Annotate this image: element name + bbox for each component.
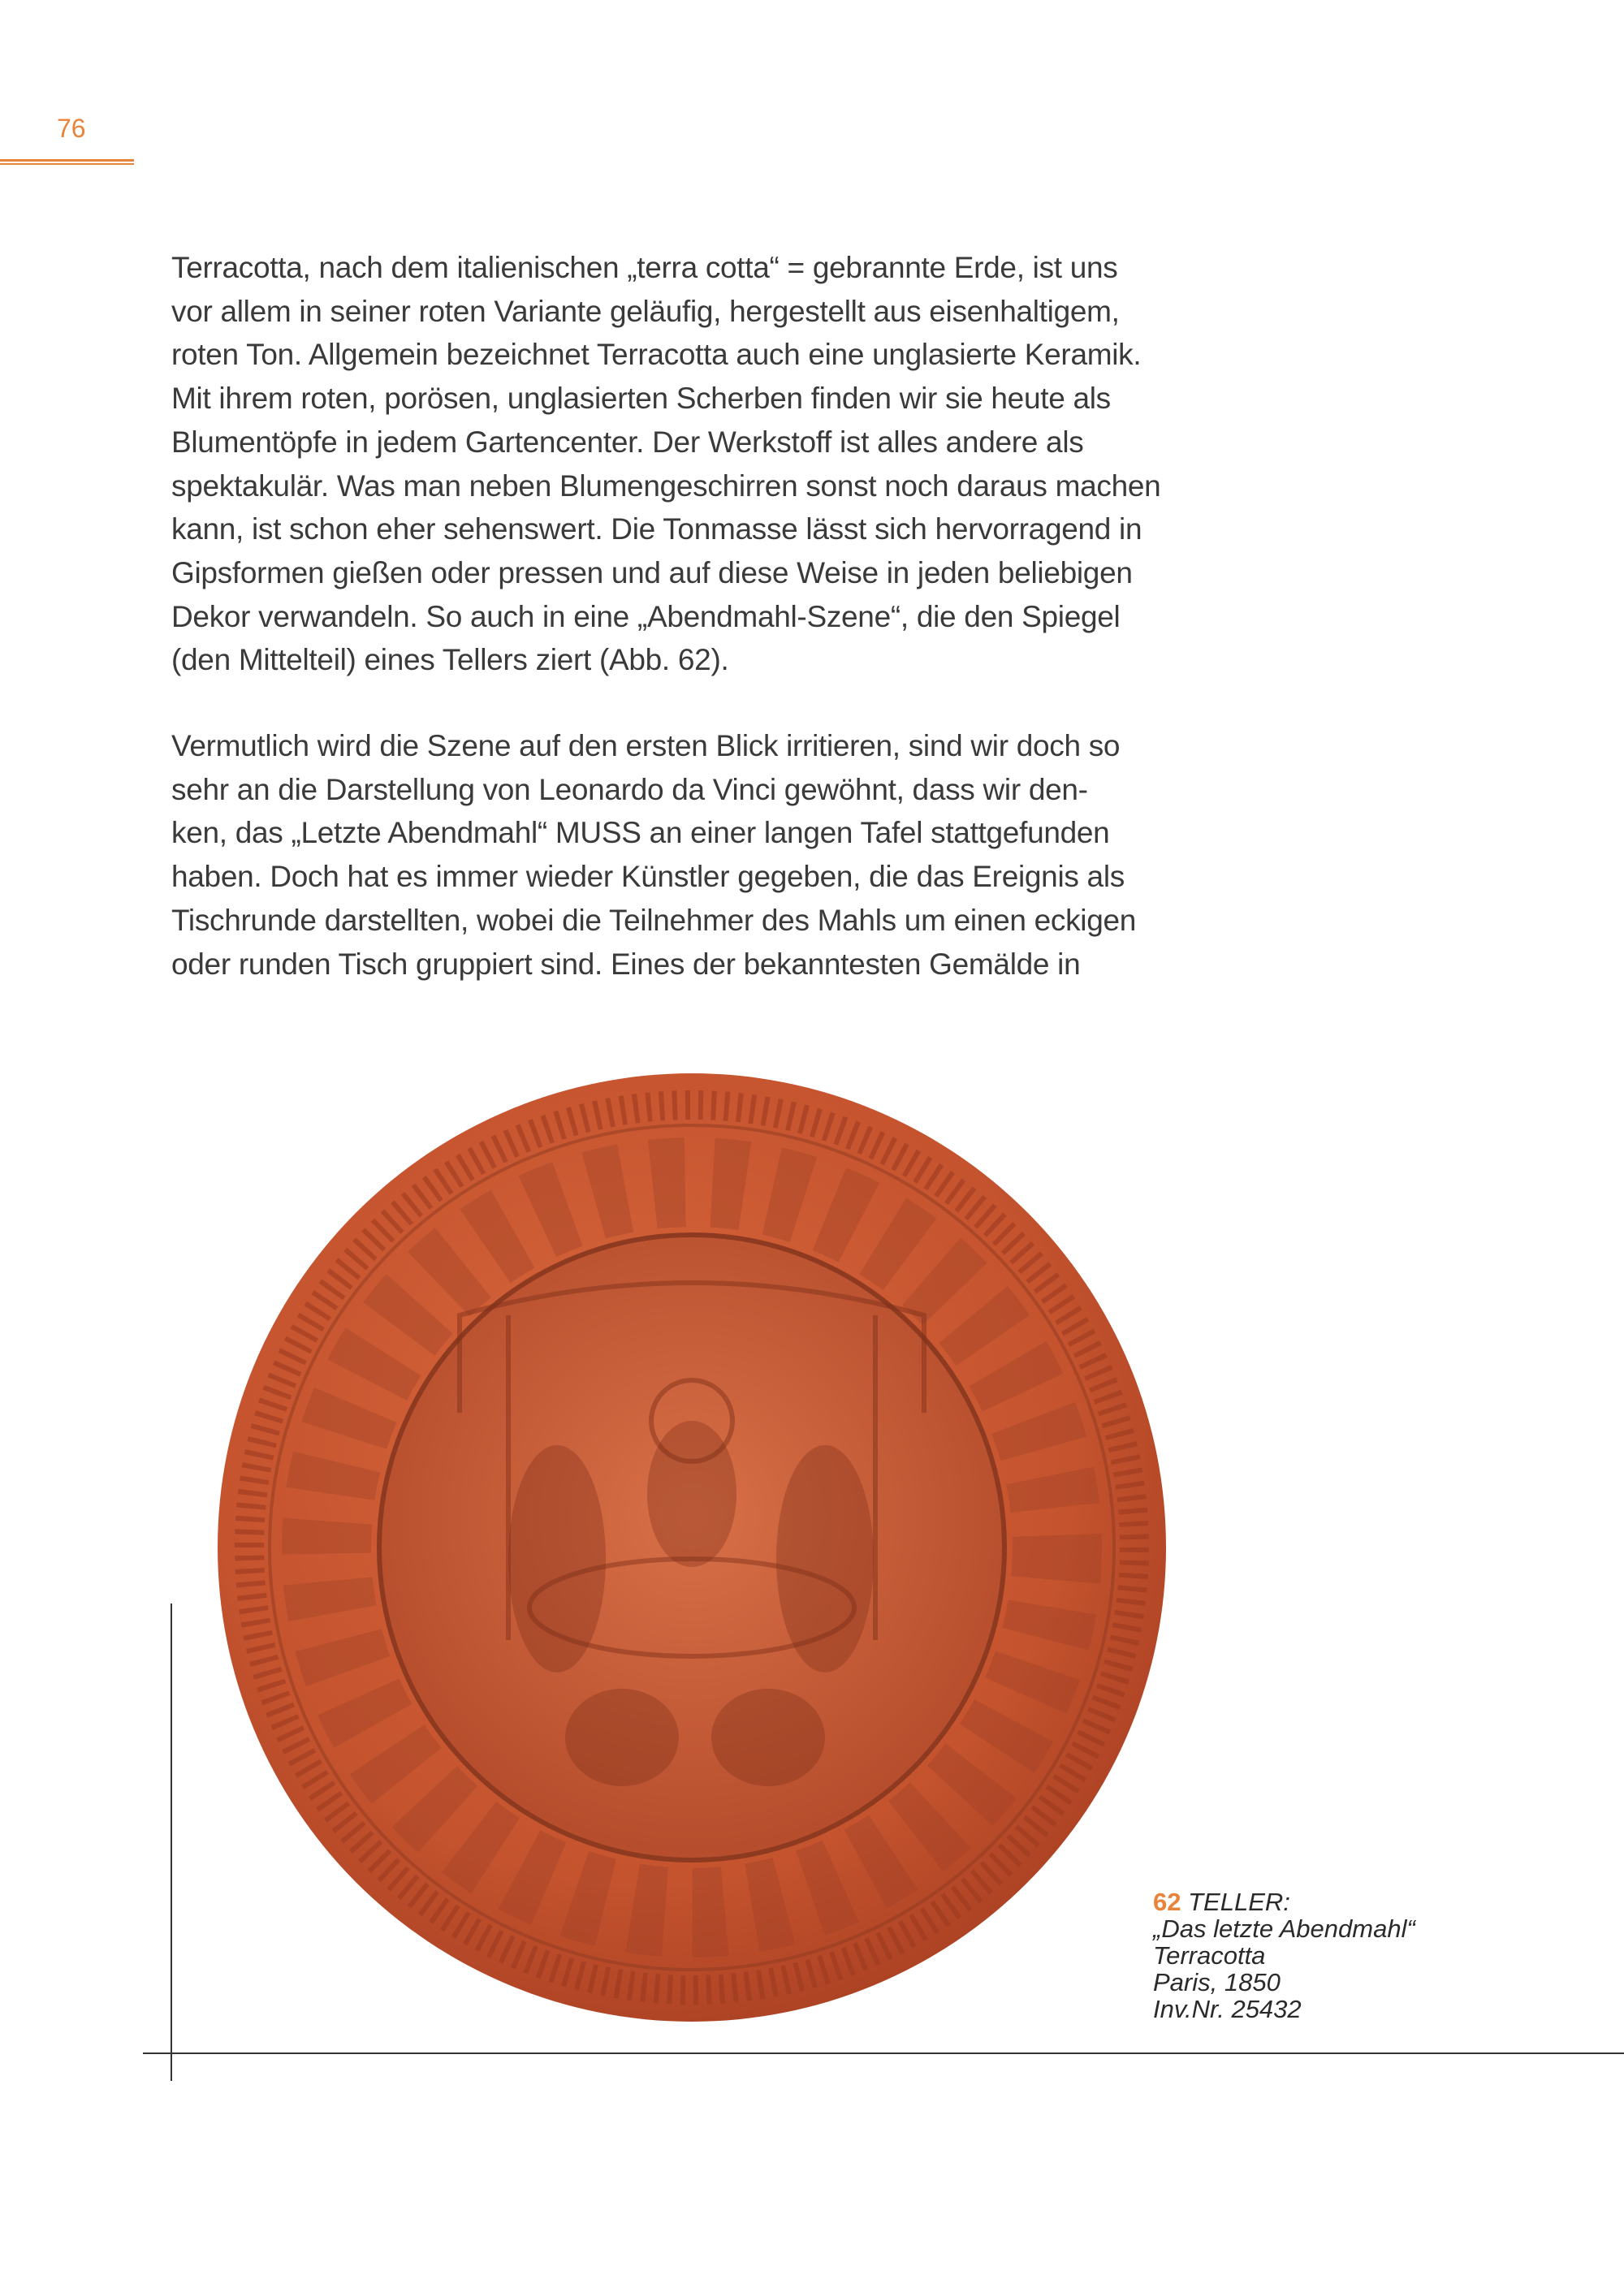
text-line: Gipsformen gießen oder pressen und auf diese Weise in jeden beliebigen [171, 555, 1133, 589]
figure-caption [1153, 1888, 1415, 2022]
text-line: kann, ist schon eher sehenswert. Die Tonmasse lässt sich hervorragend in [171, 512, 1142, 546]
text-line: (den Mittelteil) eines Tellers ziert (Abb. 62). [171, 643, 729, 677]
paragraph-1 [171, 246, 1259, 682]
caption-inventory: Inv.Nr. 25432 [1153, 1995, 1302, 2023]
horizontal-rule [143, 2052, 1624, 2054]
caption-origin: Paris, 1850 [1153, 1968, 1281, 1996]
accent-rule [0, 163, 134, 165]
text-line: haben. Doch hat es immer wieder Künstler gegeben, die das Ereignis als [171, 860, 1125, 894]
paragraph-2 [171, 724, 1259, 986]
text-line: spektakulär. Was man neben Blumengeschirren sonst noch daraus machen [171, 468, 1161, 503]
figure-number: 62 [1153, 1888, 1181, 1916]
accent-rule [0, 159, 134, 162]
text-line: oder runden Tisch gruppiert sind. Eines der bekanntesten Gemälde in [171, 947, 1081, 981]
text-line: roten Ton. Allgemein bezeichnet Terracotta auch eine unglasierte Keramik. [171, 338, 1142, 372]
text-line: ken, das „Letzte Abendmahl“ MUSS an einer langen Tafel stattgefunden [171, 816, 1110, 850]
text-line: Mit ihrem roten, porösen, unglasierten Scherben finden wir sie heute als [171, 382, 1111, 416]
text-line: Vermutlich wird die Szene auf den ersten Blick irritieren, sind wir doch so [171, 729, 1121, 762]
terracotta-plate-image [216, 1072, 1168, 2023]
text-line: vor allem in seiner roten Variante geläufig, hergestellt aus eisenhaltigem, [171, 294, 1120, 328]
text-line: Tischrunde darstellten, wobei die Teilnehmer des Mahls um einen eckigen [171, 903, 1137, 937]
text-line: Blumentöpfe in jedem Gartencenter. Der Werkstoff ist alles andere als [171, 425, 1084, 459]
text-line: sehr an die Darstellung von Leonardo da Vinci gewöhnt, dass wir den- [171, 772, 1088, 806]
text-line: Dekor verwandeln. So auch in eine „Abendmahl-Szene“, die den Spiegel [171, 599, 1121, 633]
caption-subtitle: „Das letzte Abendmahl“ [1153, 1914, 1415, 1943]
vertical-rule [171, 1604, 172, 2081]
caption-title: TELLER: [1188, 1888, 1290, 1916]
text-line: Terracotta, nach dem italienischen „terra cotta“ = gebrannte Erde, ist uns [171, 251, 1118, 284]
caption-material: Terracotta [1153, 1941, 1266, 1970]
page-number: 76 [57, 114, 86, 143]
